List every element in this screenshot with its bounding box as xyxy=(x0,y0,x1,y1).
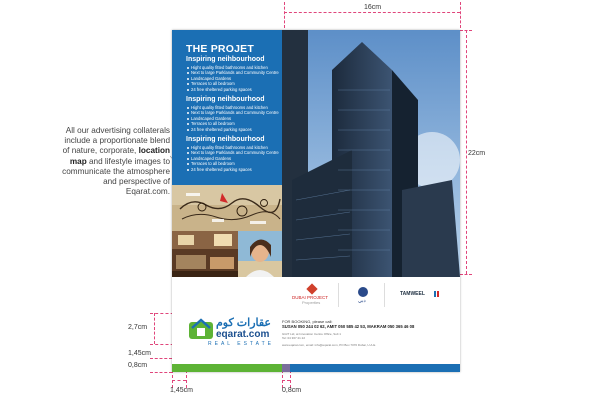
dubai-project-sub: Properties xyxy=(302,300,321,305)
width-dimension-label: 16cm xyxy=(364,4,382,11)
dubai-logo xyxy=(344,283,385,307)
section-3-heading: Inspiring neihbourhood xyxy=(186,136,265,143)
poster-title: THE PROJET xyxy=(186,43,254,55)
section-3-item: Hight quality fitted bathrooms and kitchen xyxy=(186,145,280,150)
margin-left-guide-b xyxy=(186,370,187,388)
section-3-item: 24 free sheltered parking spaces xyxy=(186,167,280,172)
side-note-text-1: All our advertising collaterals include a proportionate blend of nature, corporate, xyxy=(62,126,170,156)
side-note-bold: location map xyxy=(69,146,170,166)
margin-left-label: 1,45cm xyxy=(170,387,193,394)
side-note-text-2: and lifestyle images to communicate the atmosphere and perspective of Eqarat.com. xyxy=(62,156,170,197)
section-2-item: Landscaped Gardens xyxy=(186,116,280,121)
bar-gap-guide-a xyxy=(282,370,283,388)
booking-phone-line: Tel: 04 367 21 22 xyxy=(282,336,306,340)
section-2-item: Terraces to all bedroom xyxy=(186,121,280,126)
logo-height-line xyxy=(154,313,155,344)
section-1-heading: Inspiring neihbourhood xyxy=(186,56,265,63)
height-dimension-line xyxy=(466,30,467,274)
bar-gap-line xyxy=(282,380,290,381)
margin-bottom-guide xyxy=(150,358,172,359)
map-drawing xyxy=(172,185,282,231)
interior-image xyxy=(172,231,238,277)
booking-address xyxy=(282,332,458,340)
eqarat-house-icon xyxy=(188,316,214,340)
booking-contacts: SUSAN 050 244 02 62, AMIT 050 585 42 53, MAKRAM 050 365 46 08 xyxy=(282,324,415,329)
margin-left-guide-a xyxy=(172,370,173,388)
section-1-item: Terraces to all bedroom xyxy=(186,81,280,86)
location-map xyxy=(172,185,282,231)
tamweel-text: TAMWEEL xyxy=(400,291,425,297)
green-bar xyxy=(172,364,282,372)
section-3 xyxy=(186,136,280,172)
dubai-logo-text: دبي xyxy=(358,298,366,304)
booking-intro: FOR BOOKING, please call: xyxy=(282,319,333,324)
section-2-item: Next to large Parklands and Community Centre xyxy=(186,110,280,115)
booking-address-line: GGIT Ltd, at Innovation Centre Office, Sult 1 xyxy=(282,332,341,336)
tamweel-mark-1 xyxy=(434,291,436,297)
partner-logos xyxy=(282,277,460,313)
section-1-item: Next to large Parklands and Community Centre xyxy=(186,70,280,75)
eqarat-arabic-name: عقارات كوم xyxy=(216,317,271,329)
tamweel-logo xyxy=(390,283,450,307)
booking-info xyxy=(282,319,458,347)
section-2-item: Hight quality fitted bathrooms and kitchen xyxy=(186,105,280,110)
bar-height-label: 0,8cm xyxy=(128,362,148,369)
interior-photo xyxy=(172,231,238,277)
skyscraper-image xyxy=(282,30,460,277)
tamweel-mark-2 xyxy=(437,291,439,297)
section-1-item: Hight quality fitted bathrooms and kitchen xyxy=(186,65,280,70)
bar-gap-label: 0,8cm xyxy=(282,387,302,394)
section-1-item: 24 free sheltered parking spaces xyxy=(186,87,280,92)
section-1-item: Landscaped Gardens xyxy=(186,76,280,81)
dimension-guide-top-left xyxy=(284,2,285,28)
bar-gap-guide-b xyxy=(290,370,291,388)
booking-web: www.eqarat.com, email: info@eqarat.com, PO Box 7070 Dubai, U.A.E. xyxy=(282,343,377,347)
side-note xyxy=(58,126,170,197)
eqarat-tagline: REAL ESTATE xyxy=(208,341,274,347)
blue-bar xyxy=(290,364,460,372)
margin-left-line xyxy=(172,380,186,381)
dubai-project-name: DUBAI PROJECT xyxy=(292,295,329,300)
lifestyle-image xyxy=(238,231,282,277)
section-2-heading: Inspiring neihbourhood xyxy=(186,96,265,103)
bar-divider-mark xyxy=(282,364,290,372)
eqarat-logo xyxy=(186,316,276,350)
project-info-panel xyxy=(172,30,282,185)
dimension-guide-top-right xyxy=(460,2,461,28)
height-dimension-label: 22cm xyxy=(468,150,486,157)
skyscraper-photo xyxy=(282,30,460,277)
dubai-emblem-icon xyxy=(358,287,368,297)
section-1 xyxy=(186,56,280,92)
lifestyle-photo xyxy=(238,231,282,277)
dubai-project-icon xyxy=(306,283,317,294)
section-2 xyxy=(186,96,280,132)
eqarat-name: eqarat.com xyxy=(216,329,270,340)
width-dimension-line xyxy=(284,12,460,13)
section-3-item: Terraces to all bedroom xyxy=(186,161,280,166)
bar-height-guide xyxy=(150,372,172,373)
dubai-project-logo xyxy=(288,283,339,307)
logo-height-label: 2,7cm xyxy=(128,324,148,331)
height-guide-bottom xyxy=(460,274,472,275)
section-2-item: 24 free sheltered parking spaces xyxy=(186,127,280,132)
poster-layout xyxy=(172,30,460,372)
margin-bottom-label: 1,45cm xyxy=(128,350,151,357)
section-3-item: Next to large Parklands and Community Centre xyxy=(186,150,280,155)
section-3-item: Landscaped Gardens xyxy=(186,156,280,161)
